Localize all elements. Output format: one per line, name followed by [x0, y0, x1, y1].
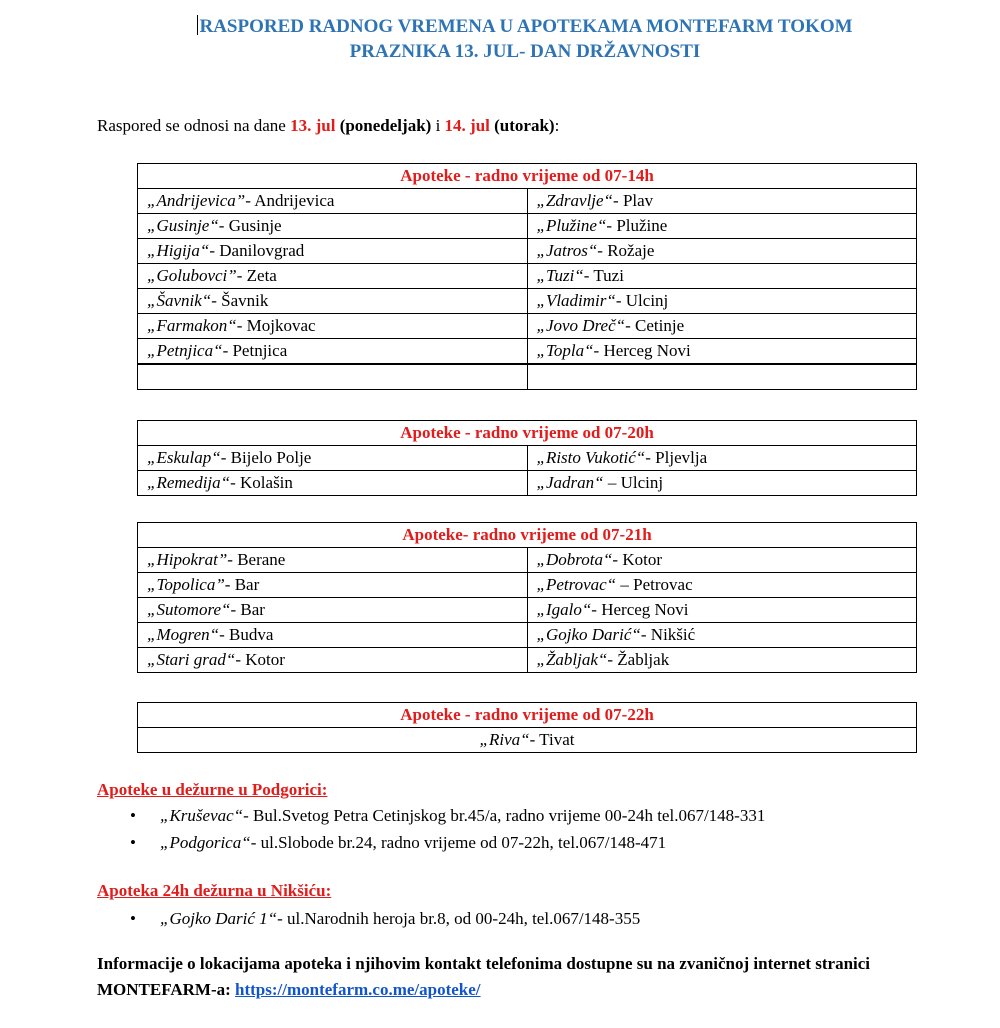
pharmacy-place: - Budva: [219, 625, 274, 644]
list-item: [130, 802, 765, 829]
pharmacy-name: „Gusinje“: [147, 216, 219, 235]
pharmacy-name: „Šavnik“: [147, 291, 212, 310]
pharmacy-name: „Jovo Dreč“: [536, 316, 626, 335]
pharmacy-place: - Herceg Novi: [591, 600, 689, 619]
intro-date-1: 13. jul: [290, 116, 336, 135]
schedule-table-07-22: [137, 702, 917, 753]
table-cell: [138, 728, 917, 753]
pharmacy-name: „Golubovci”: [147, 266, 237, 285]
pharmacy-place: - Bijelo Polje: [220, 448, 312, 467]
pharmacy-place: - Tuzi: [583, 266, 624, 285]
table-cell: [138, 573, 528, 598]
pharmacy-place: - Šavnik: [211, 291, 269, 310]
table-cell: [138, 289, 528, 314]
pharmacy-place: - Pljevlja: [645, 448, 708, 467]
intro-day-2: (utorak): [489, 116, 555, 135]
bullet-icon: •: [130, 909, 136, 928]
table-cell: [138, 446, 528, 471]
pharmacy-name: „Topolica”: [147, 575, 225, 594]
niksic-heading: Apoteka 24h dežurna u Nikšiću:: [97, 881, 332, 900]
title-line-1: RASPORED RADNOG VREMENA U APOTEKAMA MONTEFARM TOKOM: [199, 16, 853, 37]
table-row: [138, 648, 917, 673]
pharmacy-place: - Žabljak: [607, 650, 670, 669]
bullet-icon: •: [130, 833, 136, 852]
pharmacy-details: - ul.Slobode br.24, radno vrijeme od 07-22h, tel.067/148-471: [250, 833, 667, 852]
pharmacy-name: „Vladimir“: [536, 291, 616, 310]
table-cell: [527, 471, 917, 496]
table-cell: [527, 598, 917, 623]
pharmacy-name: „Higija“: [147, 241, 210, 260]
table-row: [138, 189, 917, 214]
table-row: [138, 598, 917, 623]
pharmacy-place: - Herceg Novi: [593, 341, 691, 360]
intro-suffix: :: [554, 116, 560, 135]
pharmacy-name: „Zdravlje“: [536, 191, 614, 210]
table-cell: [138, 339, 528, 365]
table-row: [138, 264, 917, 289]
table-header: Apoteke - radno vrijeme od 07-20h: [138, 421, 917, 446]
pharmacy-place: - Bar: [224, 575, 260, 594]
schedule-intro: [97, 116, 559, 136]
podgorica-list: [130, 802, 765, 856]
table-row: [138, 728, 917, 753]
pharmacy-place: - Kotor: [235, 650, 285, 669]
pharmacy-place: - Bar: [230, 600, 265, 619]
list-item: [130, 829, 765, 856]
table-cell: [527, 189, 917, 214]
pharmacy-name: „Remedija“: [147, 473, 231, 492]
pharmacy-place: - Danilovgrad: [209, 241, 305, 260]
table-cell: [527, 339, 917, 365]
pharmacy-place: - Berane: [227, 550, 286, 569]
table-row: [138, 239, 917, 264]
pharmacy-place: - Cetinje: [625, 316, 685, 335]
table-row: [138, 548, 917, 573]
table-cell: [138, 598, 528, 623]
pharmacy-name: „Hipokrat”: [147, 550, 228, 569]
pharmacy-name: „Tuzi“: [536, 266, 584, 285]
table-cell: [138, 214, 528, 239]
table-row: [138, 623, 917, 648]
pharmacy-name: „Topla“: [536, 341, 594, 360]
pharmacy-place: - Andrijevica: [245, 191, 335, 210]
table-cell-empty: [138, 364, 528, 390]
table-cell: [527, 573, 917, 598]
pharmacy-place: - Tivat: [529, 730, 575, 749]
pharmacy-place: - Zeta: [236, 266, 277, 285]
table-cell: [138, 471, 528, 496]
table-cell: [527, 623, 917, 648]
table-row: [138, 289, 917, 314]
pharmacy-details: - Bul.Svetog Petra Cetinjskog br.45/a, radno vrijeme 00-24h tel.067/148-331: [243, 806, 766, 825]
pharmacy-place: – Ulcinj: [603, 473, 664, 492]
pharmacy-name: „Jadran“: [536, 473, 604, 492]
table-row-empty: [138, 364, 917, 390]
table-row: [138, 573, 917, 598]
table-cell: [138, 314, 528, 339]
table-cell: [527, 214, 917, 239]
pharmacy-name: „Mogren“: [147, 625, 220, 644]
pharmacy-name: „Sutomore“: [147, 600, 231, 619]
pharmacy-place: - Kolašin: [230, 473, 293, 492]
schedule-table-07-14: [137, 163, 917, 390]
table-cell: [527, 264, 917, 289]
schedule-table-07-20: [137, 420, 917, 496]
table-row: [138, 446, 917, 471]
schedule-table-07-21: [137, 522, 917, 673]
pharmacy-name: „Farmakon“: [147, 316, 237, 335]
podgorica-heading: Apoteke u dežurne u Podgorici:: [97, 780, 328, 799]
montefarm-link[interactable]: https://montefarm.co.me/apoteke/: [235, 980, 481, 999]
niksic-list: [130, 905, 640, 932]
table-cell: [138, 189, 528, 214]
pharmacy-name: „Gojko Darić 1“: [160, 909, 278, 928]
table-cell: [138, 548, 528, 573]
pharmacy-name: „Andrijevica”: [147, 191, 246, 210]
table-cell: [138, 264, 528, 289]
pharmacy-name: „Risto Vukotić“: [536, 448, 646, 467]
table-cell: [527, 548, 917, 573]
pharmacy-name: „Plužine“: [536, 216, 607, 235]
pharmacy-place: - Mojkovac: [236, 316, 316, 335]
table-cell: [138, 623, 528, 648]
table-header: Apoteke - radno vrijeme od 07-14h: [138, 164, 917, 189]
info-text: Informacije o lokacijama apoteka i njihovim kontakt telefonima dostupne su na zvaničnoj internet stranici MONTEFARM-a:: [97, 954, 871, 999]
pharmacy-name: „Jatros“: [536, 241, 598, 260]
pharmacy-place: - Ulcinj: [615, 291, 669, 310]
table-cell: [138, 239, 528, 264]
table-cell: [527, 289, 917, 314]
table-row: [138, 471, 917, 496]
pharmacy-place: - Plužine: [606, 216, 668, 235]
pharmacy-name: „Gojko Darić“: [536, 625, 641, 644]
pharmacy-name: „Dobrota“: [536, 550, 613, 569]
pharmacy-name: „Stari grad“: [147, 650, 236, 669]
table-header: Apoteke - radno vrijeme od 07-22h: [138, 703, 917, 728]
document-title: [100, 14, 950, 64]
pharmacy-name: „Podgorica“: [160, 833, 251, 852]
pharmacy-place: – Petrovac: [616, 575, 693, 594]
pharmacy-place: - Petnjica: [222, 341, 288, 360]
title-line-2: PRAZNIKA 13. JUL- DAN DRŽAVNOSTI: [349, 41, 701, 62]
pharmacy-name: „Igalo“: [536, 600, 592, 619]
table-row: [138, 314, 917, 339]
pharmacy-name: „Žabljak“: [536, 650, 608, 669]
table-row: [138, 339, 917, 365]
pharmacy-name: „Eskulap“: [147, 448, 221, 467]
intro-date-2: 14. jul: [444, 116, 490, 135]
pharmacy-place: - Gusinje: [218, 216, 282, 235]
pharmacy-place: - Plav: [613, 191, 654, 210]
pharmacy-place: - Nikšić: [640, 625, 696, 644]
intro-prefix: Raspored se odnosi na dane: [97, 116, 291, 135]
table-cell: [527, 314, 917, 339]
info-paragraph: [97, 951, 937, 1003]
intro-and: i: [431, 116, 445, 135]
pharmacy-name: „Kruševac“: [160, 806, 244, 825]
pharmacy-name: „Riva“: [479, 730, 530, 749]
table-cell: [138, 648, 528, 673]
pharmacy-name: „Petnjica“: [147, 341, 223, 360]
intro-day-1: (ponedeljak): [335, 116, 432, 135]
table-cell: [527, 648, 917, 673]
table-header: Apoteke- radno vrijeme od 07-21h: [138, 523, 917, 548]
pharmacy-place: - Kotor: [612, 550, 662, 569]
pharmacy-name: „Petrovac“: [536, 575, 617, 594]
bullet-icon: •: [130, 806, 136, 825]
pharmacy-details: - ul.Narodnih heroja br.8, od 00-24h, tel.067/148-355: [277, 909, 641, 928]
table-cell-empty: [527, 364, 917, 390]
list-item: [130, 905, 640, 932]
pharmacy-place: - Rožaje: [597, 241, 655, 260]
table-cell: [527, 239, 917, 264]
table-row: [138, 214, 917, 239]
table-cell: [527, 446, 917, 471]
